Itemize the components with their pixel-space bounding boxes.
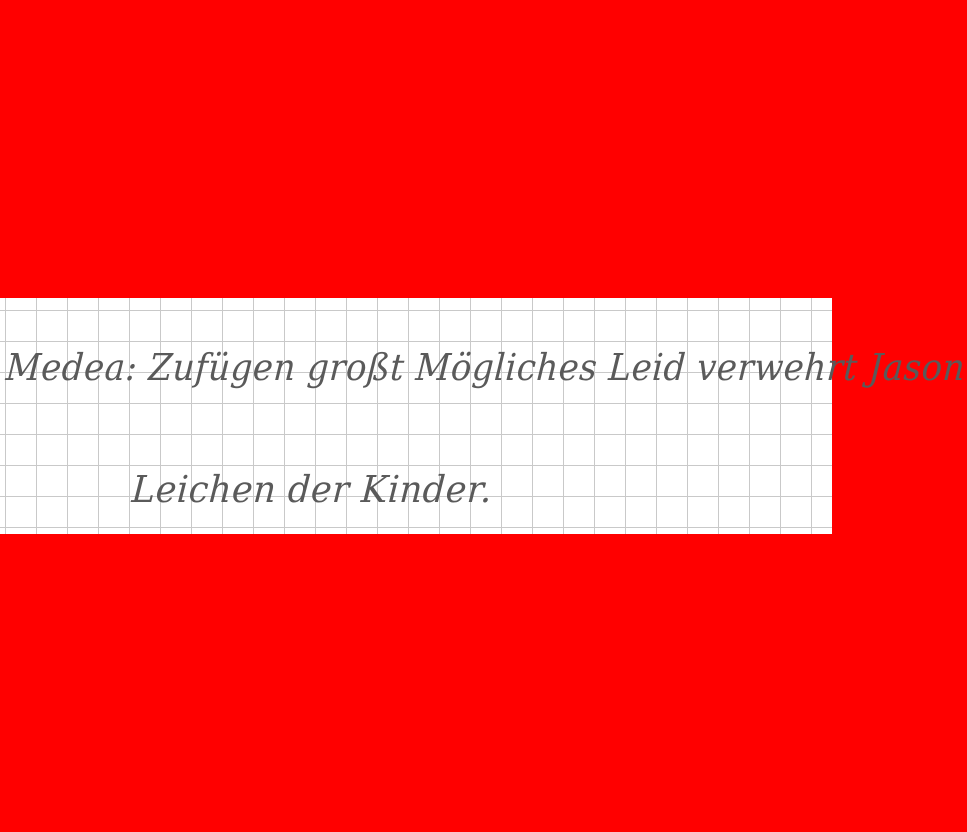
top-red-band	[0, 0, 832, 298]
bottom-red-band	[0, 534, 832, 832]
handwritten-line-2: Leichen der Kinder.	[130, 468, 494, 511]
grid-paper-strip	[0, 298, 967, 534]
handwritten-line-1: Medea: Zufügen großt Mögliches Leid verwehrt Jason	[4, 346, 967, 389]
